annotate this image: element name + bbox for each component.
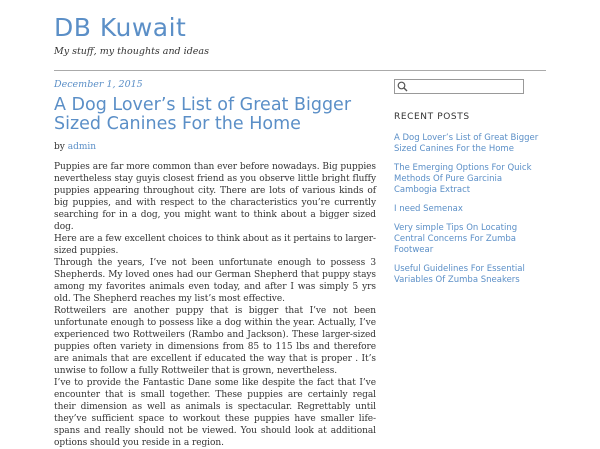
post-paragraph: Rottweilers are another puppy that is bigger that I’ve not been unfortunate enough to possess like a dog within the year. Actually, I’ve experienced two Rottweilers (Rambo and Jackson). These larger-sized puppies often variety in dimensions from 85 to 115 lbs and therefore are animals that are excellent if educated the way that is proper . It’s unwise to follow a fully Rottweiler that is grown, nevertheless. xyxy=(54,306,376,376)
author-link[interactable]: admin xyxy=(67,142,97,152)
post-title[interactable]: A Dog Lover’s List of Great Bigger Sized Canines For the Home xyxy=(54,95,352,134)
post-date[interactable]: December 1, 2015 xyxy=(54,79,143,90)
post-paragraph: Here are a few excellent choices to think about as it pertains to larger-sized puppies. xyxy=(54,234,376,256)
main-content xyxy=(54,79,376,449)
post-byline xyxy=(54,142,376,152)
search-input[interactable] xyxy=(409,80,519,93)
recent-post-link[interactable]: Useful Guidelines For Essential Variables Of Zumba Sneakers xyxy=(394,264,525,285)
byline-prefix: by xyxy=(54,142,65,152)
recent-posts-list xyxy=(394,133,546,286)
post-paragraph: Puppies are far more common than ever before nowadays. Big puppies nevertheless stay guyis closest friend as you observe little bright fluffy puppies appearing throughout city. There are lots of various kinds of big puppies, and with respect to the characteristics you’re currently searching for in a dog, you might want to think about a bigger sized dog. xyxy=(54,162,376,232)
header-divider xyxy=(54,70,546,71)
site-header xyxy=(54,12,209,57)
post-content xyxy=(54,161,376,449)
site-title[interactable]: DB Kuwait xyxy=(54,13,187,42)
search-icon[interactable] xyxy=(397,81,408,92)
recent-post-link[interactable]: I need Semenax xyxy=(394,204,463,214)
site-description: My stuff, my thoughts and ideas xyxy=(54,46,209,57)
recent-posts-title: RECENT POSTS xyxy=(394,112,470,122)
post-paragraph: I’ve to provide the Fantastic Dane some like despite the fact that I’ve encounter that is small together. These puppies are certainly regal their dimension as well as animals is spectacular. Regrettably until they’ve sufficient space to workout these puppies have smaller life-spans and really should not be viewed. You should look at additional options should you reside in a region. xyxy=(54,378,376,448)
search-box[interactable] xyxy=(394,79,524,94)
sidebar xyxy=(394,79,546,294)
recent-post-link[interactable]: A Dog Lover’s List of Great Bigger Sized Canines For the Home xyxy=(394,133,539,154)
recent-post-link[interactable]: Very simple Tips On Locating Central Concerns For Zumba Footwear xyxy=(394,223,518,255)
recent-post-link[interactable]: The Emerging Options For Quick Methods Of Pure Garcinia Cambogia Extract xyxy=(394,163,532,195)
post-paragraph: Through the years, I’ve not been unfortunate enough to possess 3 Shepherds. My loved ones had our German Shepherd that puppy stays among my favorites animals even today, and after I was simply 5 yrs old. The Shepherd reaches my list’s most effective. xyxy=(54,258,376,304)
